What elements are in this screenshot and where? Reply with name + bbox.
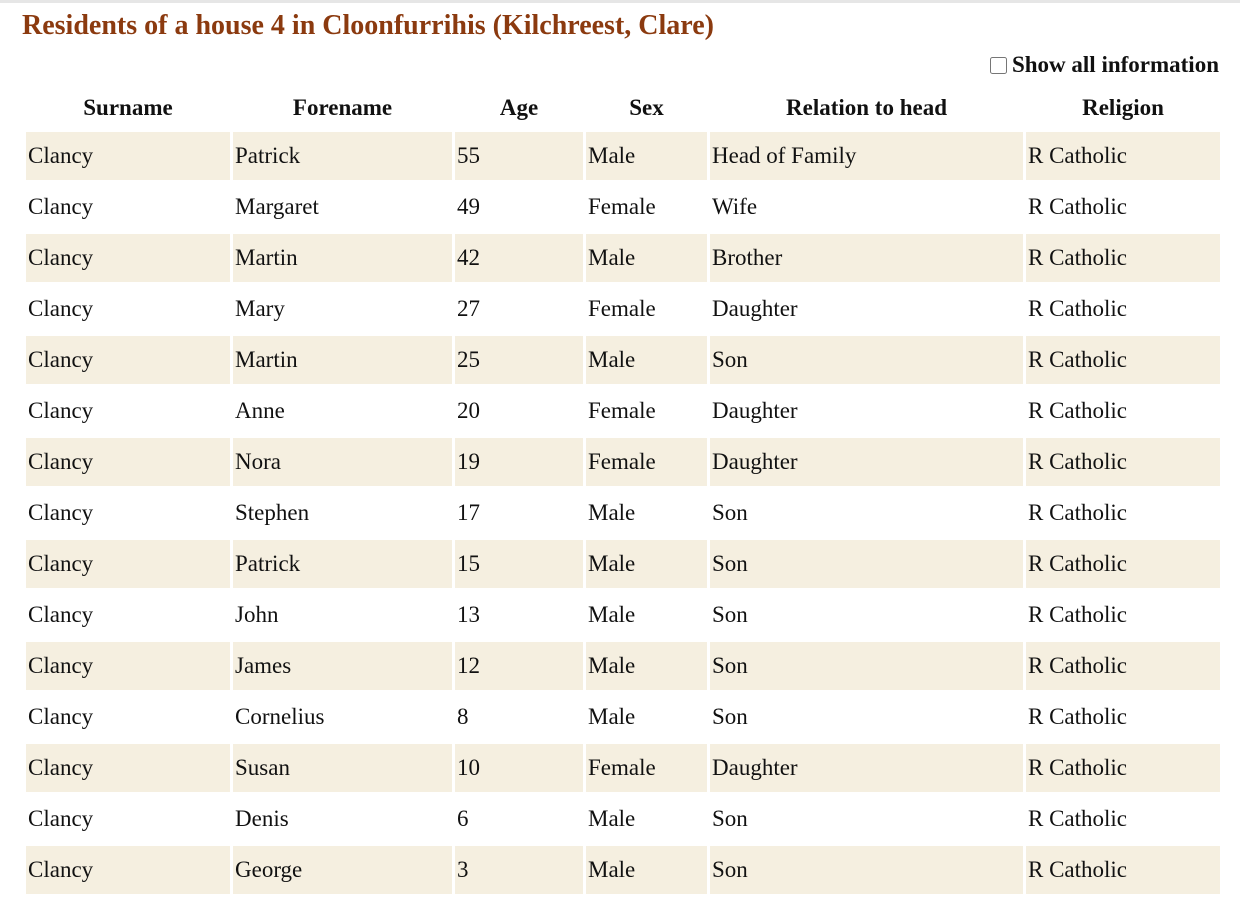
sex-cell: Male [586,234,707,282]
surname-cell: Clancy [26,795,230,843]
relation-cell: Son [710,693,1023,741]
age-cell: 13 [455,591,583,639]
forename-cell: Susan [233,744,452,792]
table-header-row [26,87,1220,129]
forename-cell: Mary [233,285,452,333]
show-all-label: Show all information [1011,52,1219,77]
surname-cell: Clancy [26,591,230,639]
age-cell: 20 [455,387,583,435]
age-cell: 10 [455,744,583,792]
age-cell: 15 [455,540,583,588]
table-row [26,795,1220,843]
sex-cell: Male [586,336,707,384]
age-cell: 55 [455,132,583,180]
relation-cell: Son [710,846,1023,894]
surname-cell: Clancy [26,489,230,537]
column-header-religion[interactable]: Religion [1082,95,1164,120]
relation-cell: Wife [710,183,1023,231]
sex-cell: Female [586,387,707,435]
religion-cell: R Catholic [1026,234,1220,282]
age-cell: 17 [455,489,583,537]
forename-cell: Patrick [233,540,452,588]
column-header-age[interactable]: Age [499,95,539,120]
age-cell: 3 [455,846,583,894]
age-cell: 27 [455,285,583,333]
surname-cell: Clancy [26,132,230,180]
sex-cell: Male [586,540,707,588]
religion-cell: R Catholic [1026,591,1220,639]
relation-cell: Daughter [710,438,1023,486]
forename-cell: George [233,846,452,894]
table-row [26,438,1220,486]
table-row [26,591,1220,639]
surname-cell: Clancy [26,540,230,588]
age-cell: 6 [455,795,583,843]
religion-cell: R Catholic [1026,285,1220,333]
column-header-relation[interactable]: Relation to head [786,95,947,120]
table-row [26,234,1220,282]
table-row [26,744,1220,792]
forename-cell: Anne [233,387,452,435]
relation-cell: Daughter [710,285,1023,333]
table-row [26,285,1220,333]
sex-cell: Female [586,285,707,333]
relation-cell: Daughter [710,387,1023,435]
relation-cell: Daughter [710,744,1023,792]
surname-cell: Clancy [26,336,230,384]
page-title: Residents of a house 4 in Cloonfurrihis (Kilchreest, Clare) [22,10,714,41]
religion-cell: R Catholic [1026,744,1220,792]
surname-cell: Clancy [26,234,230,282]
age-cell: 49 [455,183,583,231]
surname-cell: Clancy [26,387,230,435]
column-header-surname[interactable]: Surname [83,95,173,120]
surname-cell: Clancy [26,846,230,894]
sex-cell: Female [586,744,707,792]
religion-cell: R Catholic [1026,132,1220,180]
surname-cell: Clancy [26,183,230,231]
forename-cell: James [233,642,452,690]
table-row [26,336,1220,384]
age-cell: 42 [455,234,583,282]
relation-cell: Son [710,540,1023,588]
sex-cell: Female [586,438,707,486]
sex-cell: Male [586,489,707,537]
surname-cell: Clancy [26,438,230,486]
religion-cell: R Catholic [1026,642,1220,690]
sex-cell: Male [586,846,707,894]
surname-cell: Clancy [26,285,230,333]
relation-cell: Son [710,489,1023,537]
forename-cell: Denis [233,795,452,843]
column-header-forename[interactable]: Forename [292,95,393,120]
religion-cell: R Catholic [1026,336,1220,384]
sex-cell: Male [586,132,707,180]
table-row [26,846,1220,894]
sex-cell: Male [586,693,707,741]
religion-cell: R Catholic [1026,693,1220,741]
forename-cell: Stephen [233,489,452,537]
sex-cell: Male [586,591,707,639]
relation-cell: Brother [710,234,1023,282]
column-header-sex[interactable]: Sex [629,95,664,120]
relation-cell: Son [710,591,1023,639]
relation-cell: Son [710,336,1023,384]
forename-cell: Patrick [233,132,452,180]
forename-cell: Martin [233,234,452,282]
religion-cell: R Catholic [1026,183,1220,231]
age-cell: 25 [455,336,583,384]
table-row [26,132,1220,180]
religion-cell: R Catholic [1026,438,1220,486]
forename-cell: Cornelius [233,693,452,741]
sex-cell: Female [586,183,707,231]
religion-cell: R Catholic [1026,489,1220,537]
age-cell: 8 [455,693,583,741]
table-row [26,540,1220,588]
sex-cell: Male [586,795,707,843]
table-row [26,387,1220,435]
top-divider [0,0,1240,3]
forename-cell: Martin [233,336,452,384]
table-row [26,642,1220,690]
age-cell: 19 [455,438,583,486]
table-row [26,183,1220,231]
table-row [26,489,1220,537]
sex-cell: Male [586,642,707,690]
show-all-toggle[interactable] [990,52,1219,78]
religion-cell: R Catholic [1026,846,1220,894]
surname-cell: Clancy [26,693,230,741]
residents-table [23,84,1223,897]
table-row [26,693,1220,741]
surname-cell: Clancy [26,744,230,792]
show-all-checkbox[interactable] [990,57,1007,74]
forename-cell: Nora [233,438,452,486]
forename-cell: Margaret [233,183,452,231]
relation-cell: Son [710,642,1023,690]
forename-cell: John [233,591,452,639]
religion-cell: R Catholic [1026,387,1220,435]
religion-cell: R Catholic [1026,795,1220,843]
religion-cell: R Catholic [1026,540,1220,588]
relation-cell: Head of Family [710,132,1023,180]
age-cell: 12 [455,642,583,690]
relation-cell: Son [710,795,1023,843]
surname-cell: Clancy [26,642,230,690]
